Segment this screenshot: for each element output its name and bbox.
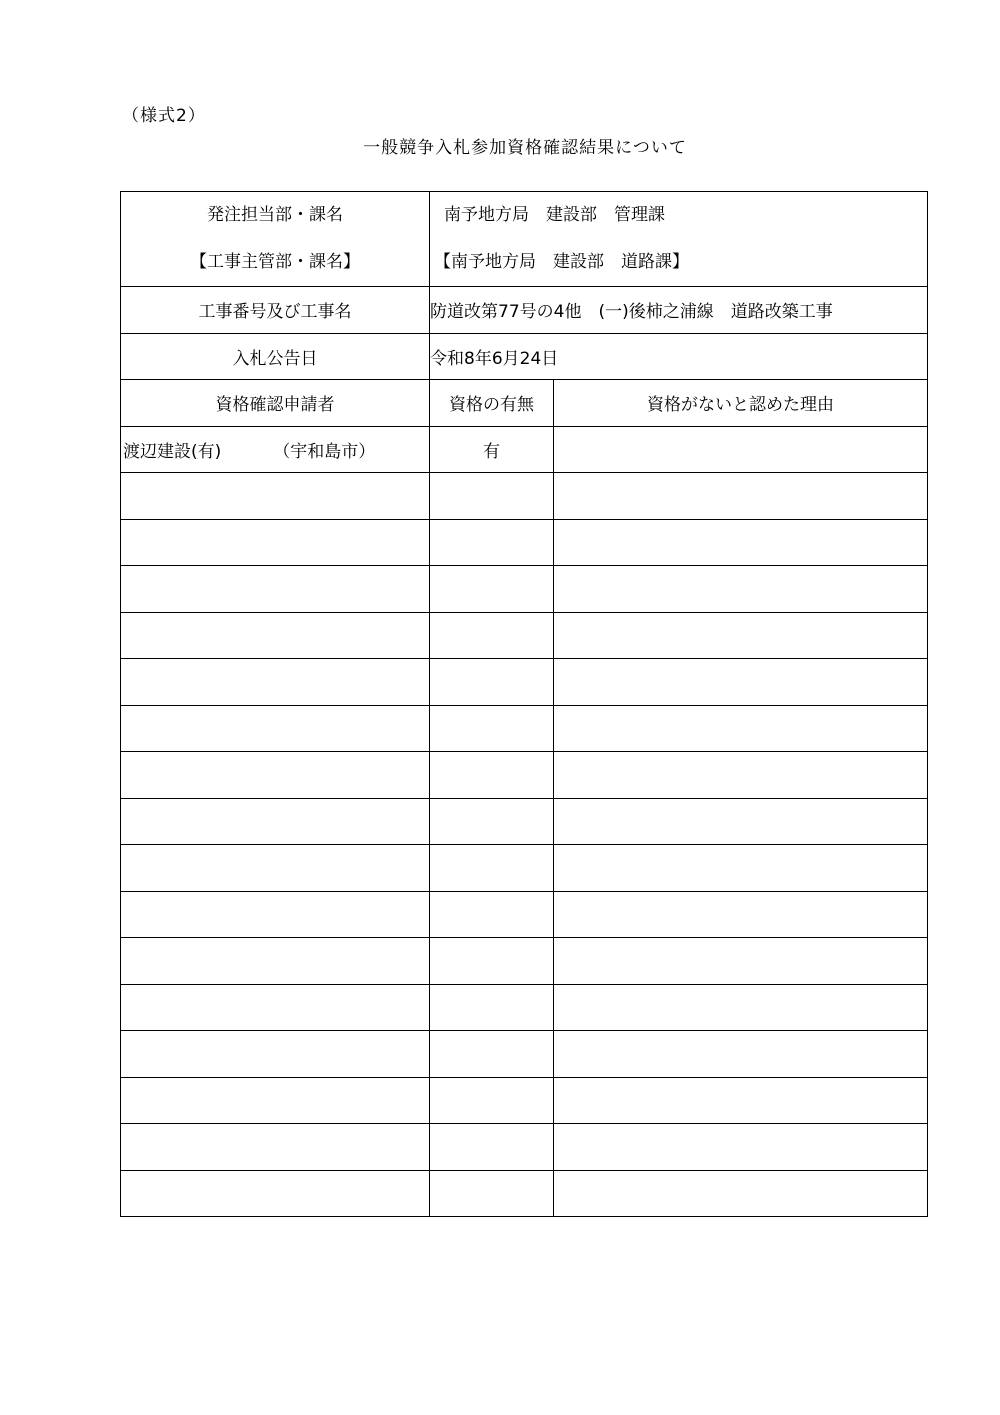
applicant-cell xyxy=(121,659,430,706)
announcement-value: 令和8年6月24日 xyxy=(430,333,928,380)
reason-cell xyxy=(554,1031,928,1078)
reason-cell xyxy=(554,752,928,799)
reason-cell xyxy=(554,891,928,938)
qualification-table xyxy=(120,191,928,1217)
applicant-cell xyxy=(121,566,430,613)
result-row xyxy=(121,1031,928,1078)
qualified-cell xyxy=(430,659,554,706)
result-row xyxy=(121,566,928,613)
applicant-cell xyxy=(121,1077,430,1124)
qualified-cell xyxy=(430,1077,554,1124)
construction-row xyxy=(121,287,928,334)
reason-cell xyxy=(554,566,928,613)
applicant-cell xyxy=(121,1124,430,1171)
managing-dept-label: 【工事主管部・課名】 xyxy=(190,252,360,272)
qualified-cell xyxy=(430,612,554,659)
qualified-cell xyxy=(430,938,554,985)
applicant-company: 渡辺建設(有) xyxy=(123,441,222,462)
reason-cell xyxy=(554,705,928,752)
announcement-label: 入札公告日 xyxy=(121,333,430,380)
construction-value: 防道改第77号の4他 (一)後柿之浦線 道路改築工事 xyxy=(430,287,928,334)
applicant-cell xyxy=(121,1031,430,1078)
result-row xyxy=(121,891,928,938)
reason-cell xyxy=(554,938,928,985)
ordering-dept-value: 南予地方局 建設部 管理課 xyxy=(444,205,665,225)
managing-dept-value: 【南予地方局 建設部 道路課】 xyxy=(434,252,689,272)
qualified-cell xyxy=(430,891,554,938)
ordering-dept-row xyxy=(121,192,928,287)
reason-cell xyxy=(554,612,928,659)
reason-cell xyxy=(554,426,928,473)
results-body xyxy=(121,426,928,1217)
applicant-cell xyxy=(121,752,430,799)
result-row xyxy=(121,1124,928,1171)
qualified-cell xyxy=(430,1170,554,1217)
applicant-cell xyxy=(121,473,430,520)
reason-cell xyxy=(554,798,928,845)
reason-cell xyxy=(554,519,928,566)
applicant-cell xyxy=(121,984,430,1031)
qualified-cell xyxy=(430,752,554,799)
construction-label: 工事番号及び工事名 xyxy=(121,287,430,334)
reason-cell xyxy=(554,1170,928,1217)
reason-cell xyxy=(554,845,928,892)
ordering-dept-value-cell xyxy=(430,192,928,287)
reason-cell xyxy=(554,1077,928,1124)
result-row xyxy=(121,1077,928,1124)
qualification-header: 資格の有無 xyxy=(430,380,554,427)
applicant-cell xyxy=(121,798,430,845)
qualified-cell xyxy=(430,705,554,752)
announcement-row xyxy=(121,333,928,380)
applicant-cell xyxy=(121,705,430,752)
result-row xyxy=(121,845,928,892)
qualified-cell xyxy=(430,984,554,1031)
result-row xyxy=(121,612,928,659)
applicant-header: 資格確認申請者 xyxy=(121,380,430,427)
result-row xyxy=(121,1170,928,1217)
result-row xyxy=(121,519,928,566)
reason-cell xyxy=(554,984,928,1031)
result-row xyxy=(121,752,928,799)
results-header-row xyxy=(121,380,928,427)
reason-cell xyxy=(554,1124,928,1171)
qualified-cell xyxy=(430,845,554,892)
form-number: （様式2） xyxy=(122,106,206,126)
qualified-cell xyxy=(430,1124,554,1171)
reason-cell xyxy=(554,659,928,706)
ordering-dept-label-cell xyxy=(121,192,430,287)
reason-header: 資格がないと認めた理由 xyxy=(554,380,928,427)
applicant-cell xyxy=(121,845,430,892)
applicant-cell xyxy=(121,612,430,659)
result-row xyxy=(121,938,928,985)
result-row xyxy=(121,473,928,520)
reason-cell xyxy=(554,473,928,520)
ordering-dept-label: 発注担当部・課名 xyxy=(207,205,343,225)
qualified-cell xyxy=(430,798,554,845)
applicant-cell xyxy=(121,426,430,473)
qualified-cell xyxy=(430,1031,554,1078)
result-row xyxy=(121,984,928,1031)
document-title: 一般競争入札参加資格確認結果について xyxy=(363,138,687,158)
applicant-cell xyxy=(121,519,430,566)
applicant-cell xyxy=(121,891,430,938)
qualified-cell xyxy=(430,566,554,613)
qualified-cell xyxy=(430,519,554,566)
result-row xyxy=(121,705,928,752)
applicant-city: （宇和島市） xyxy=(273,441,376,462)
result-row xyxy=(121,659,928,706)
result-row xyxy=(121,798,928,845)
qualified-cell: 有 xyxy=(430,426,554,473)
qualified-cell xyxy=(430,473,554,520)
applicant-cell xyxy=(121,938,430,985)
result-row xyxy=(121,426,928,473)
applicant-cell xyxy=(121,1170,430,1217)
